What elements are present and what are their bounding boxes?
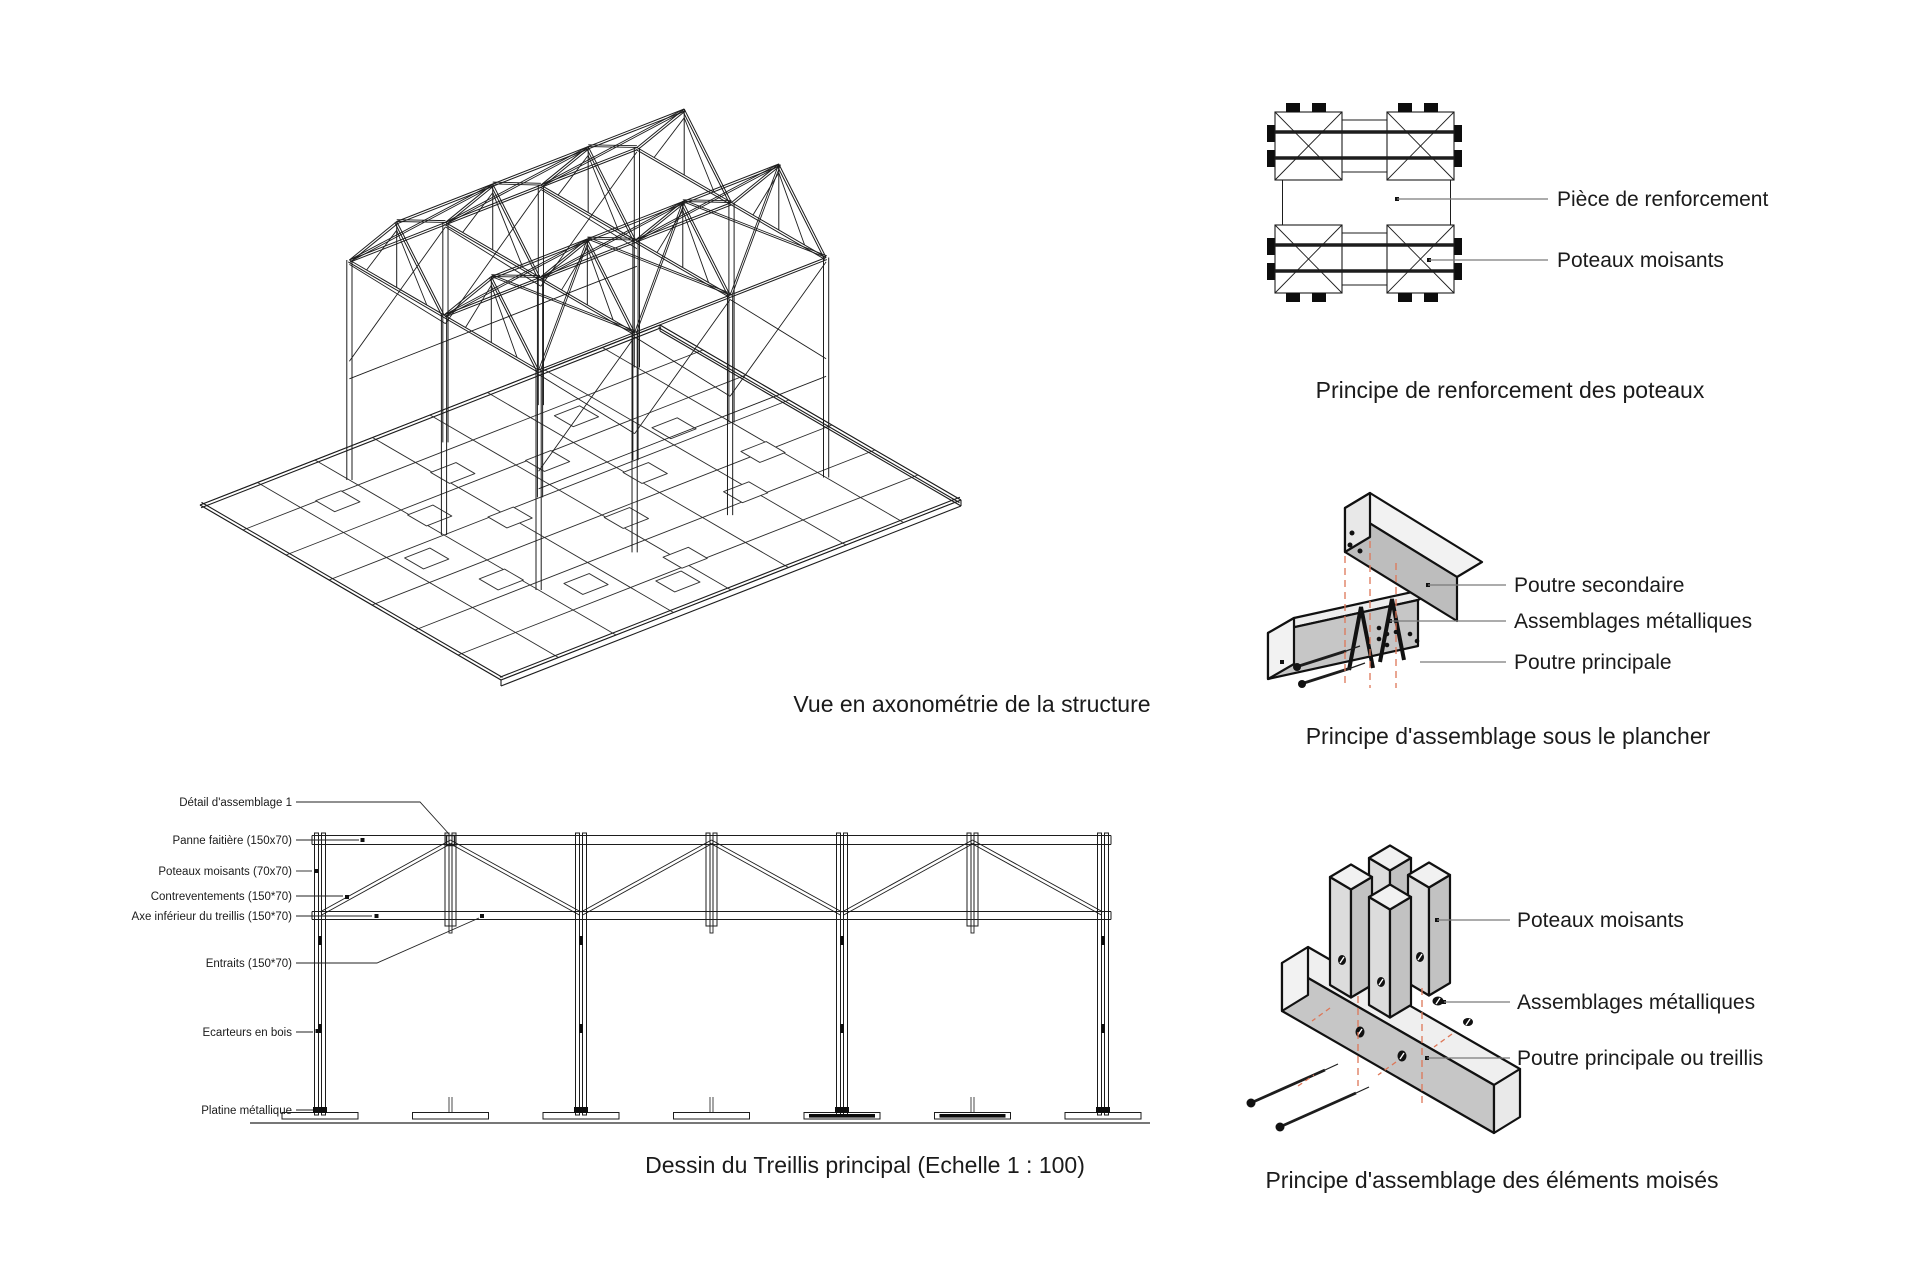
moise-label-assemblages: Assemblages métalliques: [1517, 991, 1756, 1014]
moise-assembly-3d-diagram: [1247, 846, 1521, 1134]
moise-label-poutre: Poutre principale ou treillis: [1517, 1047, 1764, 1070]
moise-label-poteaux: Poteaux moisants: [1517, 909, 1684, 932]
truss-label-platine: Platine métallique: [201, 1105, 292, 1117]
truss-label-poteaux: Poteaux moisants (70x70): [158, 866, 292, 878]
truss-label-panne: Panne faitière (150x70): [172, 835, 292, 847]
reinforcement-label-poteaux: Poteaux moisants: [1557, 249, 1724, 272]
reinforcement-plan-diagram: [1267, 103, 1548, 302]
truss-elevation-drawing: [250, 802, 1150, 1123]
reinforcement-label-piece: Pièce de renforcement: [1557, 188, 1769, 211]
moise-assembly-title: Principe d'assemblage des éléments moisés: [1265, 1167, 1719, 1193]
floor-assembly-3d-diagram: [1268, 493, 1506, 688]
floor-label-assemblages: Assemblages métalliques: [1514, 610, 1753, 633]
truss-label-contreventements: Contreventements (150*70): [150, 891, 292, 903]
floor-assembly-title: Principe d'assemblage sous le plancher: [1305, 723, 1711, 749]
truss-label-detail: Détail d'assemblage 1: [179, 797, 292, 809]
axonometric-structure-drawing: [200, 109, 961, 686]
truss-caption: Dessin du Treillis principal (Echelle 1 : 100): [645, 1152, 1085, 1178]
truss-label-axe-inferieur: Axe inférieur du treillis (150*70): [131, 911, 292, 923]
floor-label-poutre-principale: Poutre principale: [1514, 651, 1672, 674]
reinforcement-title: Principe de renforcement des poteaux: [1315, 377, 1705, 403]
truss-label-entraits: Entraits (150*70): [205, 958, 292, 970]
floor-label-poutre-secondaire: Poutre secondaire: [1514, 574, 1685, 597]
truss-label-ecarteurs: Ecarteurs en bois: [202, 1027, 292, 1039]
axonometric-caption: Vue en axonométrie de la structure: [793, 691, 1151, 717]
